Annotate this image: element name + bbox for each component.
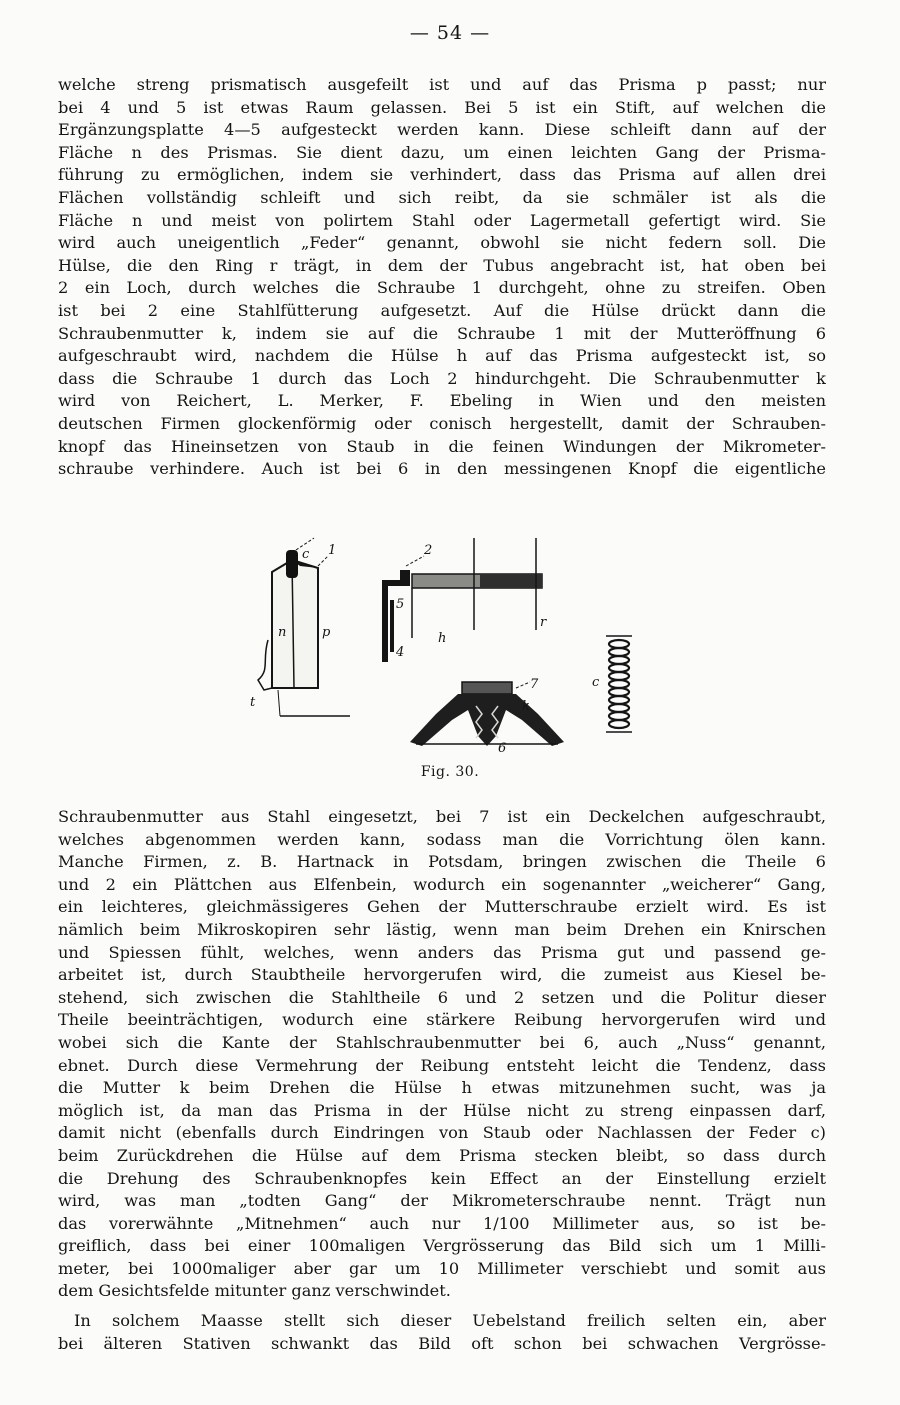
text-line: Ergänzungsplatte 4—5 aufgesteckt werden kann. Diese schleift dann auf der xyxy=(58,120,826,140)
text-line: deutschen Firmen glockenförmig oder conisch hergestellt, damit der Schrauben- xyxy=(58,413,826,433)
text-line: wobei sich die Kante der Stahlschraubenmutter bei 6, auch „Nuss“ genannt, xyxy=(58,1032,826,1052)
text-line: Theile beeinträchtigen, wodurch eine stärkere Reibung hervorgerufen wird und xyxy=(58,1010,826,1030)
text-line: und 2 ein Plättchen aus Elfenbein, wodurch ein sogenannter „weicherer“ Gang, xyxy=(58,874,826,894)
text-line: Fläche n und meist von polirtem Stahl oder Lagermetall gefertigt wird. Sie xyxy=(58,210,826,230)
sleeve-drawing xyxy=(382,538,542,662)
label-r: r xyxy=(540,615,547,630)
label-5: 5 xyxy=(396,597,405,612)
text-line: Fläche n des Prismas. Sie dient dazu, um einen leichten Gang der Prisma- xyxy=(58,142,826,162)
text-line: bei älteren Stativen schwankt das Bild oft schon bei schwachen Vergrösse- xyxy=(58,1333,826,1353)
text-line: ein leichteres, gleichmässigeres Gehen der Mutterschraube erzielt wird. Es ist xyxy=(58,897,826,917)
text-line: Flächen vollständig schleift und sich reibt, da sie schmäler ist als die xyxy=(58,187,826,207)
text-line: schraube verhindere. Auch ist bei 6 in den messingenen Knopf die eigentliche xyxy=(58,459,826,479)
label-1: 1 xyxy=(328,543,337,558)
text-line: knopf das Hineinsetzen von Staub in die feinen Windungen der Mikrometer- xyxy=(58,436,826,456)
text-line: Schraubenmutter aus Stahl eingesetzt, bei 7 ist ein Deckelchen aufgeschraubt, xyxy=(58,807,826,826)
text-line: wird von Reichert, L. Merker, F. Ebeling in Wien und den meisten xyxy=(58,391,826,411)
text-line: welche streng prismatisch ausgefeilt ist und auf das Prisma p passt; nur xyxy=(58,75,826,94)
text-line: wird, was man „todten Gang“ der Mikrometerschraube nennt. Trägt nun xyxy=(58,1191,826,1211)
text-line: Schraubenmutter k, indem sie auf die Schraube 1 mit der Mutteröffnung 6 xyxy=(58,323,826,343)
label-6: 6 xyxy=(498,741,507,756)
text-line: und Spiessen fühlt, welches, wenn anders das Prisma gut und passend ge- xyxy=(58,942,826,962)
text-line: die Mutter k beim Drehen die Hülse h etwas mitzunehmen sucht, was ja xyxy=(58,1078,826,1098)
text-line: führung zu ermöglichen, indem sie verhindert, dass das Prisma auf allen drei xyxy=(58,165,826,185)
label-4: 4 xyxy=(396,645,405,660)
screw-nut-drawing xyxy=(410,682,564,746)
paragraph-bottom xyxy=(58,806,826,1303)
label-p: p xyxy=(322,625,331,640)
text-line: Hülse, die den Ring r trägt, in dem der Tubus angebracht ist, hat oben bei xyxy=(58,255,826,275)
text-line: arbeitet ist, durch Staubtheile hervorgerufen wird, die zumeist aus Kiesel be- xyxy=(58,965,826,985)
text-line: ist bei 2 eine Stahlfütterung aufgesetzt. Auf die Hülse drückt dann die xyxy=(58,300,826,320)
label-7: 7 xyxy=(530,677,539,692)
figure-30-illustration xyxy=(240,530,660,790)
text-line: beim Zurückdrehen die Hülse auf dem Prisma stecken bleibt, so dass durch xyxy=(58,1145,826,1165)
text-line: Manche Firmen, z. B. Hartnack in Potsdam, bringen zwischen die Theile 6 xyxy=(58,852,826,872)
label-c-spring: c xyxy=(592,675,600,690)
text-line: meter, bei 1000maliger aber gar um 10 Millimeter verschiebt und somit aus xyxy=(58,1258,826,1278)
text-line: dem Gesichtsfelde mitunter ganz verschwindet. xyxy=(58,1281,451,1301)
figure-caption: Fig. 30. xyxy=(420,764,480,780)
label-k: k xyxy=(522,699,530,714)
label-h: h xyxy=(438,631,447,646)
paragraph-top xyxy=(58,74,826,481)
prism-drawing xyxy=(258,538,350,716)
text-line: nämlich beim Mikroskopiren sehr lästig, wenn man beim Drehen ein Knirschen xyxy=(58,919,826,939)
page-number: — 54 — xyxy=(409,22,491,44)
text-line: welches abgenommen werden kann, sodass man die Vorrichtung ölen kann. xyxy=(58,829,826,849)
label-t: t xyxy=(250,695,256,710)
text-line: die Drehung des Schraubenknopfes kein Effect an der Einstellung erzielt xyxy=(58,1168,826,1188)
label-n: n xyxy=(278,625,287,640)
text-line: bei 4 und 5 ist etwas Raum gelassen. Bei 5 ist ein Stift, auf welchen die xyxy=(58,97,826,117)
paragraph-end xyxy=(58,1310,826,1355)
text-line: In solchem Maasse stellt sich dieser Uebelstand freilich selten ein, aber xyxy=(74,1311,826,1330)
text-line: ebnet. Durch diese Vermehrung der Reibung entsteht leicht die Tendenz, dass xyxy=(58,1055,826,1075)
text-line: damit nicht (ebenfalls durch Eindringen von Staub oder Nachlassen der Feder c) xyxy=(58,1123,826,1143)
text-line: dass die Schraube 1 durch das Loch 2 hindurchgeht. Die Schraubenmutter k xyxy=(58,368,826,388)
text-line: 2 ein Loch, durch welches die Schraube 1 durchgeht, ohne zu streifen. Oben xyxy=(58,278,826,298)
text-line: aufgeschraubt wird, nachdem die Hülse h auf das Prisma aufgesteckt ist, so xyxy=(58,346,826,366)
spring-drawing xyxy=(606,636,632,732)
text-line: stehend, sich zwischen die Stahltheile 6 und 2 setzen und die Politur dieser xyxy=(58,987,826,1007)
label-2: 2 xyxy=(424,543,433,558)
text-line: wird auch uneigentlich „Feder“ genannt, obwohl sie nicht federn soll. Die xyxy=(58,233,826,253)
text-line: das vorerwähnte „Mitnehmen“ auch nur 1/100 Millimeter aus, so ist be- xyxy=(58,1213,826,1233)
text-line: möglich ist, da man das Prisma in der Hülse nicht zu streng einpassen darf, xyxy=(58,1100,826,1120)
label-c-top: c xyxy=(302,547,310,562)
text-line: greiflich, dass bei einer 100maligen Vergrösserung das Bild sich um 1 Milli- xyxy=(58,1236,826,1256)
